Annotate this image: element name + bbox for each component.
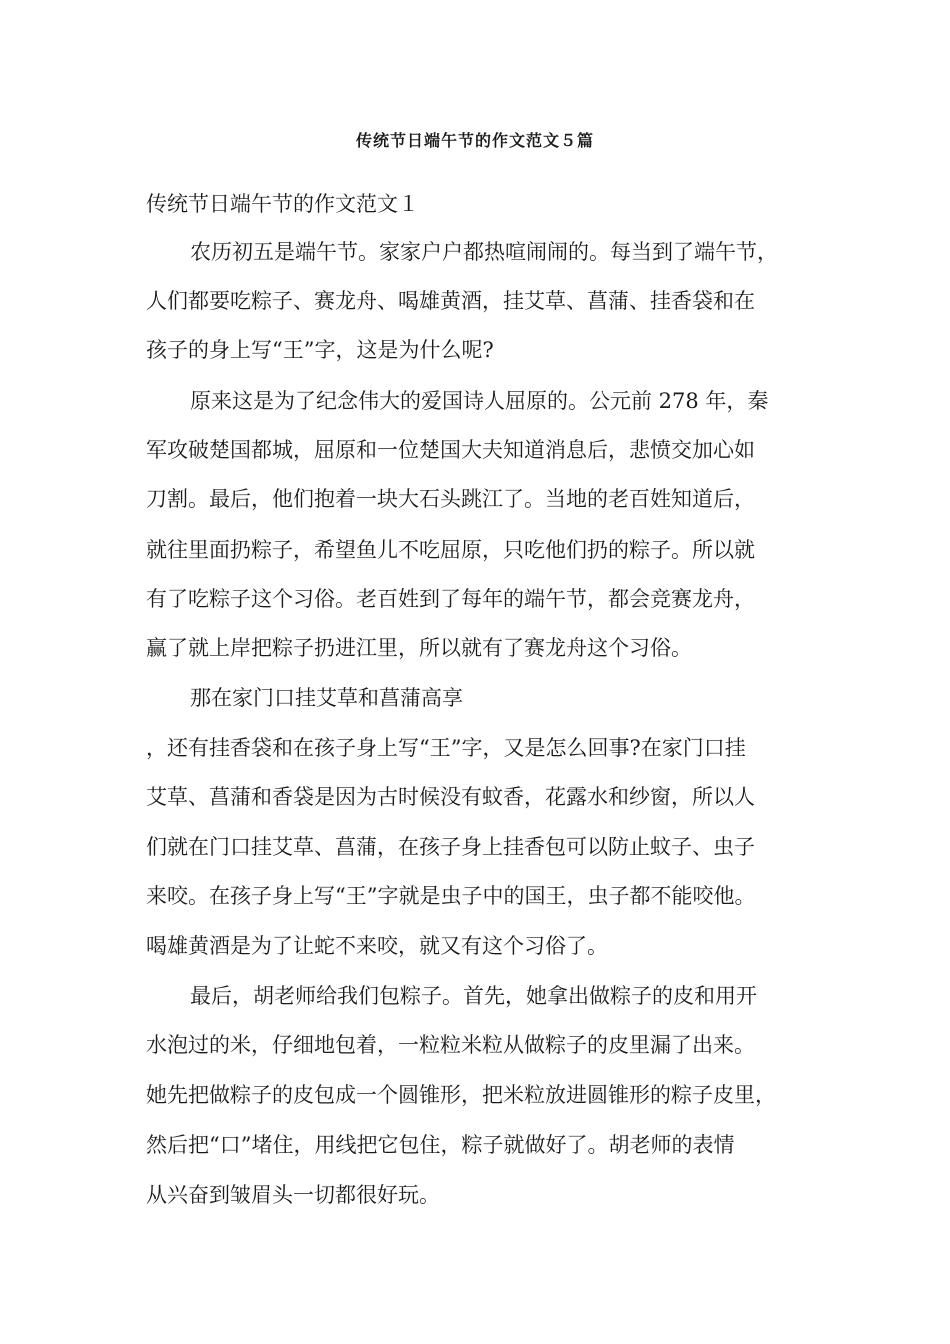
text-line: 从兴奋到皱眉头一切都很好玩。 — [146, 1183, 440, 1207]
text-line: 喝雄黄酒是为了让蛇不来咬，就又有这个习俗了。 — [146, 934, 608, 958]
text-line: 有了吃粽子这个习俗。老百姓到了每年的端午节，都会竞赛龙舟， — [146, 587, 755, 611]
text-line: 然后把“口”堵住，用线把它包住，粽子就做好了。胡老师的表情 — [146, 1133, 735, 1157]
text-line: 农历初五是端午节。家家户户都热喧闹闹的。每当到了端午节， — [190, 240, 778, 264]
section-heading: 传统节日端午节的作文范文１ — [146, 192, 419, 216]
text-line: 们就在门口挂艾草、菖蒲，在孩子身上挂香包可以防止蚊子、虫子 — [146, 835, 755, 859]
text-line: 就往里面扔粽子，希望鱼儿不吃屈原，只吃他们扔的粽子。所以就 — [146, 538, 755, 562]
text-line: 赢了就上岸把粽子扔进江里，所以就有了赛龙舟这个习俗。 — [146, 636, 692, 660]
text-line: 人们都要吃粽子、赛龙舟、喝雄黄酒，挂艾草、菖蒲、挂香袋和在 — [146, 289, 755, 313]
text-line: 水泡过的米，仔细地包着，一粒粒米粒从做粽子的皮里漏了出来。 — [146, 1033, 755, 1057]
text-line: 原来这是为了纪念伟大的爱国诗人屈原的。公元前 278 年，秦 — [190, 389, 769, 413]
text-line: 艾草、菖蒲和香袋是因为古时候没有蚊香，花露水和纱窗，所以人 — [146, 785, 755, 809]
text-line: 她先把做粽子的皮包成一个圆锥形，把米粒放进圆锥形的粽子皮里， — [146, 1083, 776, 1107]
text-line: 那在家门口挂艾草和菖蒲高享 — [190, 686, 463, 710]
text-line: 来咬。在孩子身上写“王”字就是虫子中的国王，虫子都不能咬他。 — [146, 884, 756, 908]
text-line: 军攻破楚国都城，屈原和一位楚国大夫知道消息后，悲愤交加心如 — [146, 438, 755, 462]
document-title: 传统节日端午节的作文范文５篇 — [355, 131, 594, 150]
text-line: 最后，胡老师给我们包粽子。首先，她拿出做粽子的皮和用开 — [190, 984, 757, 1008]
text-line: 刀割。最后，他们抱着一块大石头跳江了。当地的老百姓知道后， — [146, 487, 755, 511]
text-line: ，还有挂香袋和在孩子身上写“王”字，又是怎么回事?在家门口挂 — [146, 736, 746, 760]
text-line: 孩子的身上写“王”字，这是为什么呢? — [146, 338, 494, 362]
